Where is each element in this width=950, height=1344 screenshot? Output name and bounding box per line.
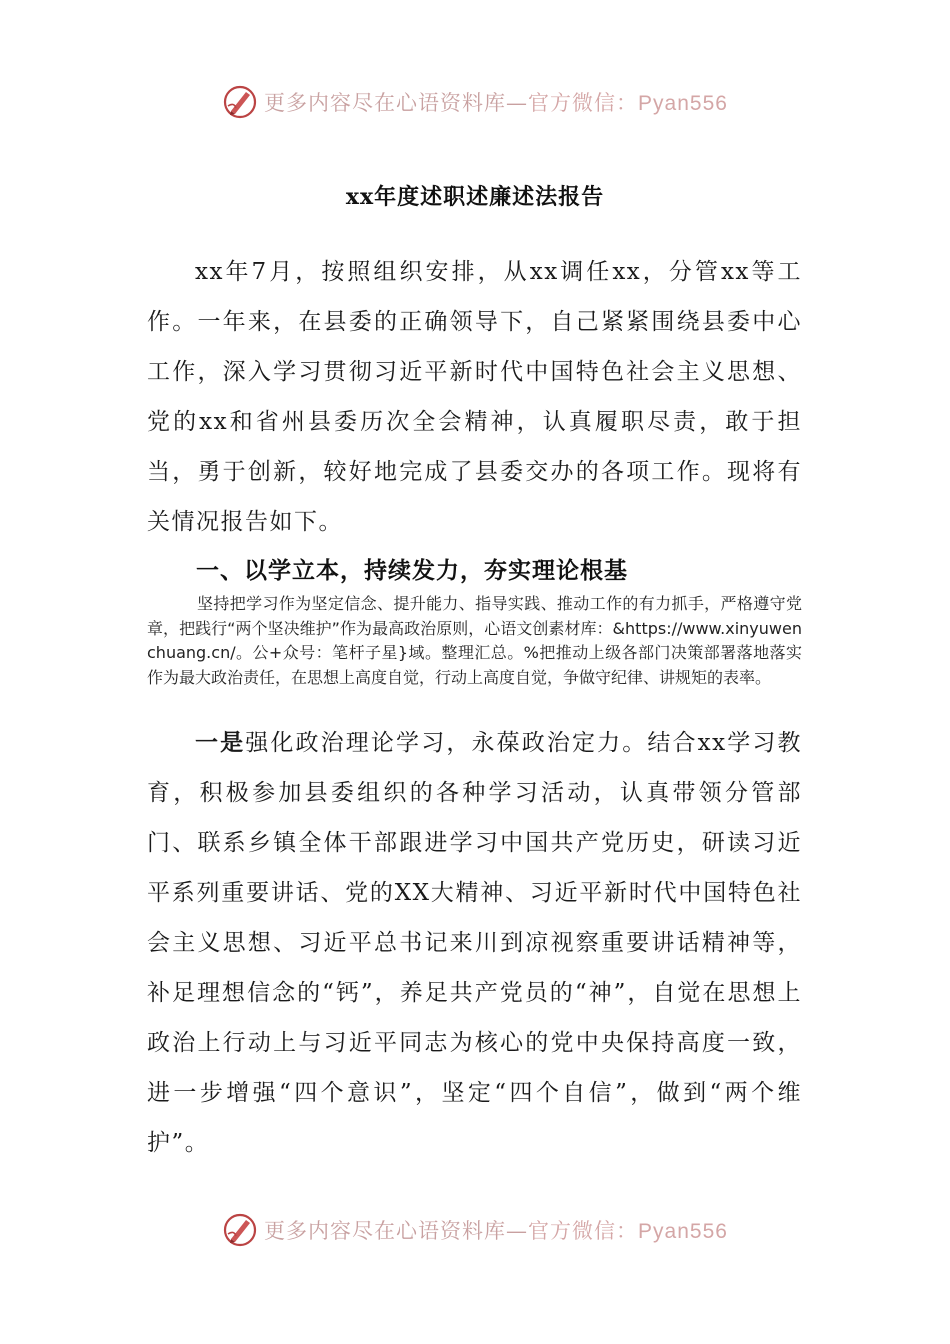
banner-dash: —: [506, 91, 529, 115]
banner-main-text: 更多内容尽在心语资料库: [264, 91, 507, 115]
document-title: xx年度述职述廉述法报告: [345, 184, 605, 210]
footer-banner[interactable]: [0, 1208, 950, 1252]
banner-dash: —: [506, 1219, 529, 1243]
pen-circle-icon: [222, 84, 258, 120]
point-1-paragraph: [147, 718, 802, 1168]
banner-wechat-label: 官方微信：: [528, 1219, 639, 1243]
intro-paragraph: xx年7月，按照组织安排，从xx调任xx，分管xx等工作。一年来，在县委的正确领导下，自己紧紧围绕县委中心工作，深入学习贯彻习近平新时代中国特色社会主义思想、党的xx和省州县委历次全会精神，认真履职尽责，敢于担当，勇于创新，较好地完成了县委交办的各项工作。现将有关情况报告如下。: [147, 259, 802, 535]
banner-wechat-label: 官方微信：: [528, 91, 639, 115]
section-heading-1: 一、以学立本，持续发力，夯实理论根基: [196, 558, 628, 584]
section1-paragraph: 坚持把学习作为坚定信念、提升能力、指导实践、推动工作的有力抓手，严格遵守党章，把践行“两个坚决维护”作为最高政治原则，心语文创素材库：&https://www.xinyuwenchuang.cn/。公+众号：笔杆子星}域。整理汇总。%把推动上级各部门决策部署落地落实作为最大政治责任，在思想上高度自觉，行动上高度自觉，争做守纪律、讲规矩的表率。: [147, 594, 802, 687]
pen-circle-icon: [222, 1212, 258, 1248]
banner-wechat-id: Pyan556: [638, 1220, 728, 1243]
banner-wechat-id: Pyan556: [638, 92, 728, 115]
banner-main-text: 更多内容尽在心语资料库: [264, 1219, 507, 1243]
point-1-lead: 一是: [195, 730, 246, 756]
point-1-text: 强化政治理论学习，永葆政治定力。结合xx学习教育，积极参加县委组织的各种学习活动，认真带领分管部门、联系乡镇全体干部跟进学习中国共产党历史，研读习近平系列重要讲话、党的XX大精神、习近平新时代中国特色社会主义思想、习近平总书记来川到凉视察重要讲话精神等，补足理想信念的“钙”，养足共产党员的“神”，自觉在思想上政治上行动上与习近平同志为核心的党中央保持高度一致，进一步增强“四个意识”，坚定“四个自信”，做到“两个维护”。: [147, 730, 802, 1156]
header-banner[interactable]: [0, 80, 950, 124]
